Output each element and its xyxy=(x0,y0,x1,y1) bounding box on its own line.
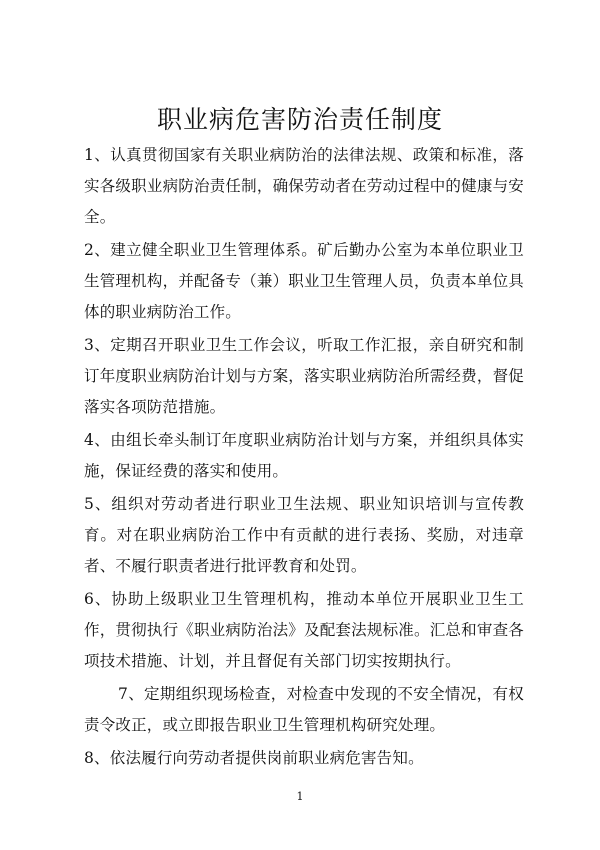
document-title: 职业病危害防治责任制度 xyxy=(156,105,443,134)
paragraph-6: 6、协助上级职业卫生管理机构，推动本单位开展职业卫生工作，贯彻执行《职业病防治法》及配套法规标准。汇总和审查各项技术措施、计划，并且督促有关部门切实按期执行。 xyxy=(84,590,524,670)
paragraph-2: 2、建立健全职业卫生管理体系。矿后勤办公室为本单位职业卫生管理机构，并配备专（兼）职业卫生管理人员，负责本单位具体的职业病防治工作。 xyxy=(84,241,524,321)
paragraph-4: 4、由组长牵头制订年度职业病防治计划与方案，并组织具体实施，保证经费的落实和使用。 xyxy=(84,431,524,480)
document-body xyxy=(84,140,524,776)
paragraph-1: 1、认真贯彻国家有关职业病防治的法律法规、政策和标准，落实各级职业病防治责任制，确保劳动者在劳动过程中的健康与安全。 xyxy=(84,146,524,226)
paragraph-5: 5、组织对劳动者进行职业卫生法规、职业知识培训与宣传教育。对在职业病防治工作中有贡献的进行表扬、奖励，对违章者、不履行职责者进行批评教育和处罚。 xyxy=(84,495,524,575)
page-number: 1 xyxy=(296,790,304,803)
paragraph-3: 3、定期召开职业卫生工作会议，听取工作汇报，亲自研究和制订年度职业病防治计划与方案，落实职业病防治所需经费，督促落实各项防范措施。 xyxy=(84,336,524,416)
paragraph-8: 8、依法履行向劳动者提供岗前职业病危害告知。 xyxy=(84,749,424,767)
paragraph-7: 7、定期组织现场检查，对检查中发现的不安全情况，有权责令改正，或立即报告职业卫生管理机构研究处理。 xyxy=(84,685,524,734)
